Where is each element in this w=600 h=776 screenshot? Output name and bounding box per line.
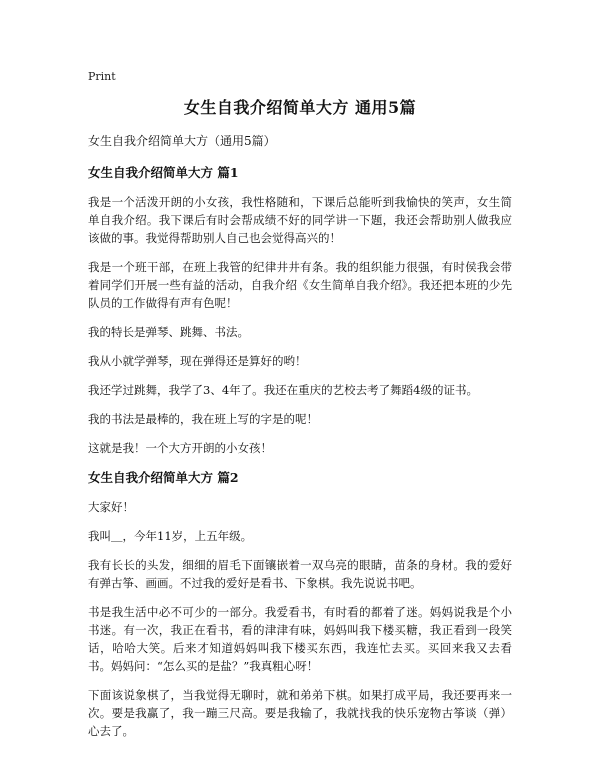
print-link[interactable]: Print <box>88 70 116 83</box>
section-2 <box>88 468 512 740</box>
paragraph: 我还学过跳舞，我学了3、4年了。我还在重庆的艺校去考了舞蹈4级的证书。 <box>88 383 478 397</box>
page-title: 女生自我介绍简单大方 通用5篇 <box>183 98 417 117</box>
paragraph: 我从小就学弹琴，现在弹得还是算好的哟！ <box>88 354 307 368</box>
paragraph: 大家好！ <box>88 500 134 514</box>
document-subtitle: 女生自我介绍简单大方（通用5篇） <box>88 134 276 148</box>
paragraph: 我是一个班干部，在班上我管的纪律井井有条。我的组织能力很强，有时侯我会带着同学们开展一些有益的活动，自我介绍《女生简单自我介绍》。我还把本班的少先队员的工作做得有声有色呢！ <box>88 260 512 310</box>
section-heading: 女生自我介绍简单大方 篇2 <box>88 470 239 485</box>
paragraph: 我叫＿，今年11岁，上五年级。 <box>88 529 253 543</box>
paragraph: 这就是我！一个大方开朗的小女孩！ <box>88 441 272 455</box>
section-1 <box>88 163 512 457</box>
paragraph: 我是一个活泼开朗的小女孩，我性格随和，下课后总能听到我愉快的笑声，女生简单自我介绍。我下课后有时会帮成绩不好的同学讲一下题，我还会帮助别人做我应该做的事。我觉得帮助别人自己也会觉得高兴的！ <box>88 195 512 245</box>
paragraph: 下面该说象棋了，当我觉得无聊时，就和弟弟下棋。如果打成平局，我还要再来一次。要是我赢了，我一蹦三尺高。要是我输了，我就找我的快乐宠物古筝谈（弹）心去了。 <box>88 688 512 738</box>
section-heading: 女生自我介绍简单大方 篇1 <box>88 165 239 180</box>
paragraph: 我的特长是弹琴、跳舞、书法。 <box>88 325 249 339</box>
paragraph: 我有长长的头发，细细的眉毛下面镶嵌着一双乌亮的眼睛，苗条的身材。我的爱好有弹古筝、画画。不过我的爱好是看书、下象棋。我先说说书吧。 <box>88 558 512 590</box>
paragraph: 书是我生活中必不可少的一部分。我爱看书，有时看的都着了迷。妈妈说我是个小书迷。有一次，我正在看书，看的津津有味，妈妈叫我下楼买糖，我正看到一段笑话，哈哈大笑。后来才知道妈妈叫我下楼买东西，我连忙去买。买回来我又去看书。妈妈问：“怎么买的是盐？”我真粗心呀！ <box>88 605 512 673</box>
paragraph: 我的书法是最棒的，我在班上写的字是的呢！ <box>88 412 318 426</box>
